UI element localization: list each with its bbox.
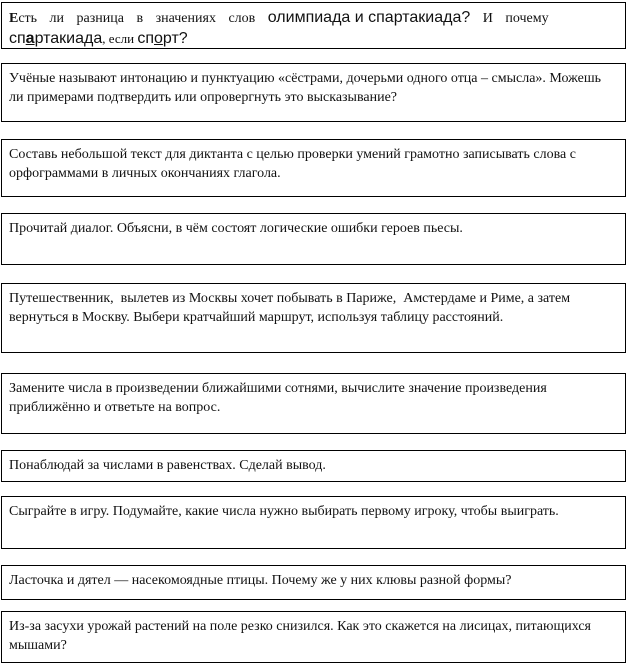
task-text: Составь небольшой текст для диктанта с целью проверки умений грамотно записывать слова с орфограммами в личных окончаниях глагола. bbox=[9, 147, 576, 181]
task-stressed-letter: о bbox=[153, 30, 163, 47]
task-text: Учёные называют интонацию и пунктуацию «сёстрами, дочерьми одного отца – смысла». Можешь ли примерами подтвердить или опровергнуть это высказывание? bbox=[9, 71, 602, 105]
task-word-spartakiada-2: сп bbox=[9, 30, 26, 47]
task-text: Прочитай диалог. Объясни, в чём состоят логические ошибки героев пьесы. bbox=[9, 221, 463, 236]
task-card-2 bbox=[1, 63, 626, 122]
task-card-9 bbox=[1, 565, 626, 600]
task-text-segment: и bbox=[350, 9, 369, 26]
task-card-4 bbox=[1, 213, 626, 265]
task-text-segment: , если bbox=[102, 31, 138, 46]
task-card-10 bbox=[1, 611, 626, 663]
task-text-segment: ртакиада bbox=[34, 30, 103, 47]
task-card-7 bbox=[1, 450, 626, 482]
task-text-segment: И почему bbox=[470, 11, 549, 26]
task-text: Понаблюдай за числами в равенствах. Сделай вывод. bbox=[9, 458, 326, 473]
task-card-1 bbox=[1, 2, 626, 49]
task-text: Из-за засухи урожай растений на поле резко снизился. Как это скажется на лисицах, питающихся мышами? bbox=[9, 619, 591, 653]
task-text-segment: сть ли разница в значениях слов bbox=[18, 11, 268, 26]
task-card-3 bbox=[1, 139, 626, 197]
task-text bbox=[9, 8, 618, 50]
task-card-5 bbox=[1, 283, 626, 353]
task-card-6 bbox=[1, 373, 626, 434]
task-word-sport: сп bbox=[137, 30, 154, 47]
task-text-segment: рт? bbox=[162, 30, 188, 47]
task-word-olimpiada: олимпиада bbox=[267, 9, 351, 26]
task-word-spartakiada: спартакиада? bbox=[368, 9, 471, 26]
task-text-bold-initial: Е bbox=[9, 11, 19, 26]
task-text: Путешественник, вылетев из Москвы хочет побывать в Париже, Амстердаме и Риме, а затем вернуться в Москву. Выбери кратчайший маршрут, используя таблицу расстояний. bbox=[9, 291, 574, 325]
task-text: Ласточка и дятел — насекомоядные птицы. Почему же у них клювы разной формы? bbox=[9, 573, 512, 588]
task-card-8 bbox=[1, 496, 626, 549]
task-stressed-letter: а bbox=[25, 30, 35, 47]
task-text: Замените числа в произведении ближайшими сотнями, вычислите значение произведения приближённо и ответьте на вопрос. bbox=[9, 381, 547, 415]
task-text: Сыграйте в игру. Подумайте, какие числа нужно выбирать первому игроку, чтобы выиграть. bbox=[9, 504, 559, 519]
